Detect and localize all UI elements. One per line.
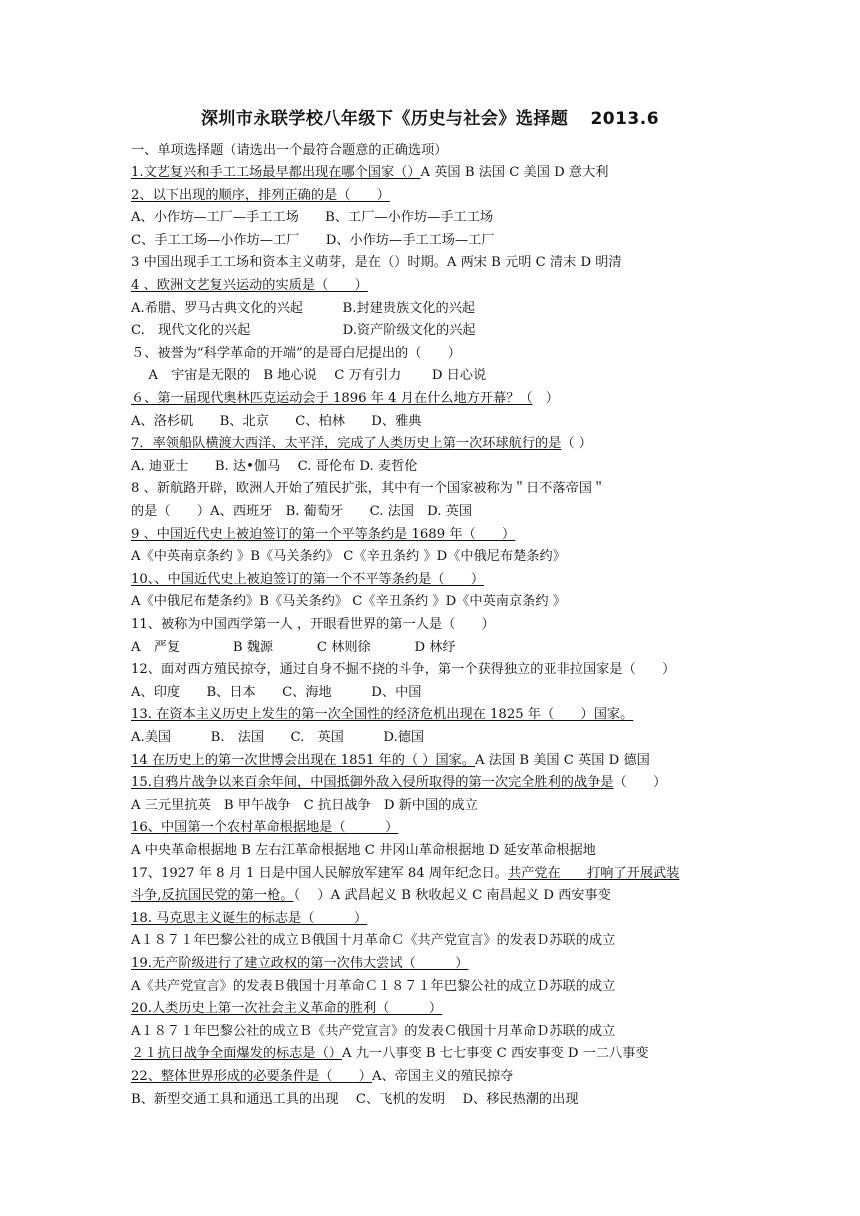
- question-stem: 15.自鸦片战争以来百余年间，中国抵御外敌入侵所取得的第一次完全胜利的战争是: [131, 775, 614, 791]
- question-line: [131, 480, 741, 498]
- title-text: 深圳市永联学校八年级下《历史与社会》选择题: [200, 109, 569, 129]
- question-line: [131, 548, 741, 566]
- question-text: ５、被誉为“科学革命的开端”的是哥白尼提出的（ ）: [131, 345, 461, 361]
- question-text: C、手工工场—小作坊—工厂 D、小作坊—手工工场—工厂: [131, 232, 495, 248]
- question-line: [131, 1000, 741, 1018]
- question-text: 的是（ ）A、西班牙 B. 葡萄牙 C. 法国 D. 英国: [131, 504, 473, 519]
- question-line: [131, 187, 741, 205]
- question-text: （ ）A 武昌起义 B 秋收起义 C 南昌起义 D 西安事变: [293, 888, 611, 904]
- question-line: [131, 1023, 741, 1041]
- question-text: A 三元里抗英 B 甲午战争 C 抗日战争 D 新中国的成立: [131, 797, 478, 813]
- title-date: 2013.6: [590, 109, 660, 129]
- question-line: [131, 526, 741, 544]
- question-stem: ２１抗日战争全面爆发的标志是（）: [131, 1046, 342, 1062]
- question-line: [131, 277, 741, 295]
- question-line: [131, 616, 741, 634]
- question-text: A、印度 B、日本 C、海地 D、中国: [131, 684, 422, 700]
- question-text: 8 、新航路开辟，欧洲人开始了殖民扩张，其中有一个国家被称为＂日不落帝国＂: [131, 481, 606, 497]
- question-line: [131, 865, 741, 883]
- question-text: A《共产党宣言》的发表Ｂ俄国十月革命Ｃ１８７１年巴黎公社的成立Ｄ苏联的成立: [131, 978, 616, 994]
- question-text: A《中英南京条约 》B《马关条约》 C《辛丑条约 》D《中俄尼布楚条约》: [131, 549, 566, 565]
- question-text: A 法国 B 美国 C 英国 D 德国: [475, 752, 650, 768]
- question-text: A. 迪亚士 B. 达•伽马 C. 哥伦布 D. 麦哲伦: [131, 458, 418, 474]
- question-line: [131, 345, 741, 363]
- question-line: [131, 932, 741, 950]
- question-stem: 10、、中国近代史上被迫签订的第一个不平等条约是（ ）: [131, 571, 485, 587]
- question-line: [131, 367, 741, 385]
- question-line: [131, 910, 741, 928]
- question-line: [131, 819, 741, 837]
- question-stem: 1.文艺复兴和手工工场最早都出现在哪个国家（）: [131, 165, 421, 180]
- question-text: （ ）: [613, 775, 667, 791]
- question-line: [131, 978, 741, 996]
- question-text: ）: [532, 391, 559, 406]
- question-line: [131, 413, 741, 431]
- question-text: A.希腊、罗马古典文化的兴起 B.封建贵族文化的兴起: [131, 300, 476, 316]
- question-line: [131, 593, 741, 611]
- question-text: A 英国 B 法国 C 美国 D 意大利: [420, 165, 609, 180]
- question-line: [131, 1068, 741, 1086]
- question-line: [131, 435, 741, 453]
- question-stem: 19.无产阶级进行了建立政权的第一次伟大尝试（ ）: [131, 956, 469, 971]
- question-text: A 严复 B 魏源 C 林则徐 D 林纾: [131, 639, 456, 655]
- question-stem: 20.人类历史上第一次社会主义革命的胜利（ ）: [131, 1001, 443, 1017]
- question-line: [131, 390, 741, 408]
- page-title: [0, 104, 860, 129]
- question-text: A、小作坊—工厂—手工工场 B、工厂—小作坊—手工工场: [131, 210, 494, 226]
- question-line: [131, 706, 741, 724]
- question-text: A１８７１年巴黎公社的成立Ｂ俄国十月革命Ｃ《共产党宣言》的发表Ｄ苏联的成立: [131, 933, 616, 949]
- section-heading: 一、单项选择题（请选出一个最符合题意的正确选项）: [131, 143, 448, 158]
- question-stem: 18. 马克思主义诞生的标志是（ ）: [131, 910, 368, 926]
- question-stem: 16、中国第一个农村革命根据地是（ ）: [131, 820, 399, 836]
- question-text: A、帝国主义的殖民掠夺: [371, 1069, 514, 1084]
- question-line: [131, 571, 741, 589]
- question-text: C. 现代文化的兴起 D.资产阶级文化的兴起: [131, 323, 476, 339]
- question-line: [131, 322, 741, 340]
- question-line: [131, 955, 741, 973]
- question-text: 17、1927 年 8 月 1 日是中国人民解放军建军 84 周年纪念日。: [131, 865, 508, 881]
- question-line: [131, 842, 741, 860]
- question-stem: 2、以下出现的顺序，排列正确的是（ ）: [131, 187, 390, 203]
- question-line: [131, 232, 741, 250]
- question-text: A《中俄尼布楚条约》B《马关条约》 C《辛丑条约 》D《中英南京条约 》: [131, 594, 566, 610]
- question-text: A 中央革命根据地 B 左右江革命根据地 C 井冈山革命根据地 D 延安革命根据地: [131, 843, 596, 858]
- question-line: [131, 164, 741, 182]
- question-stem: 14 在历史上的第一次世博会出现在 1851 年的（ ）国家。: [131, 752, 476, 768]
- question-line: [131, 752, 741, 770]
- question-stem: 9 、中国近代史上被迫签订的第一个平等条约是 1689 年（ ）: [131, 526, 516, 542]
- question-stem: 4 、欧洲文艺复兴运动的实质是（ ）: [131, 278, 368, 293]
- question-stem: 斗争,反抗国民党的第一枪。: [131, 888, 294, 904]
- question-text: 3 中国出现手工工场和资本主义萌芽，是在（）时期。A 两宋 B 元明 C 清末 D 明清: [131, 255, 622, 271]
- question-stem-continued: 共产党在 打响了开展武装: [508, 865, 680, 881]
- question-stem: 7．率领船队横渡大西洋、太平洋，完成了人类历史上第一次环球航行的是: [131, 436, 562, 452]
- question-line: [131, 639, 741, 657]
- question-text: 12、面对西方殖民掠夺，通过自身不掘不挠的斗争，第一个获得独立的亚非拉国家是（ ）: [131, 662, 676, 678]
- question-text: A１８７１年巴黎公社的成立Ｂ《共产党宣言》的发表Ｃ俄国十月革命Ｄ苏联的成立: [131, 1023, 616, 1039]
- question-stem: 22、整体世界形成的必要条件是（ ）: [131, 1069, 372, 1084]
- question-stem: 13. 在资本主义历史上发生的第一次全国性的经济危机出现在 1825 年（ ）国家。: [131, 707, 634, 723]
- question-text: A 宇宙是无限的 B 地心说 C 万有引力 D 日心说: [131, 368, 487, 384]
- question-text: 11、被称为中国西学第一人 ，开眼看世界的第一人是（ ）: [131, 617, 495, 632]
- question-line: [131, 774, 741, 792]
- question-line: [131, 797, 741, 815]
- question-line: [131, 300, 741, 318]
- question-line: [131, 729, 741, 747]
- question-line: [131, 661, 741, 679]
- question-text: （ ）: [561, 436, 592, 452]
- question-text: B、新型交通工具和通迅工具的出现 C、飞机的发明 D、移民热潮的出现: [131, 1091, 579, 1107]
- question-line: [131, 1045, 741, 1063]
- question-line: [131, 209, 741, 227]
- question-text: A 九一八事变 B 七七事变 C 西安事变 D 一二八事变: [342, 1046, 649, 1062]
- question-text: A.美国 B. 法国 C. 英国 D.德国: [131, 730, 425, 745]
- question-line: [131, 887, 741, 905]
- question-line: [131, 503, 741, 521]
- question-line: [131, 254, 741, 272]
- question-text: A、洛杉矶 B、北京 C、柏林 D、雅典: [131, 413, 422, 429]
- question-line: [131, 684, 741, 702]
- question-line: [131, 1091, 741, 1109]
- question-stem: ６、第一届现代奥林匹克运动会于 1896 年 4 月在什么地方开幕？（: [131, 391, 533, 406]
- question-line: [131, 458, 741, 476]
